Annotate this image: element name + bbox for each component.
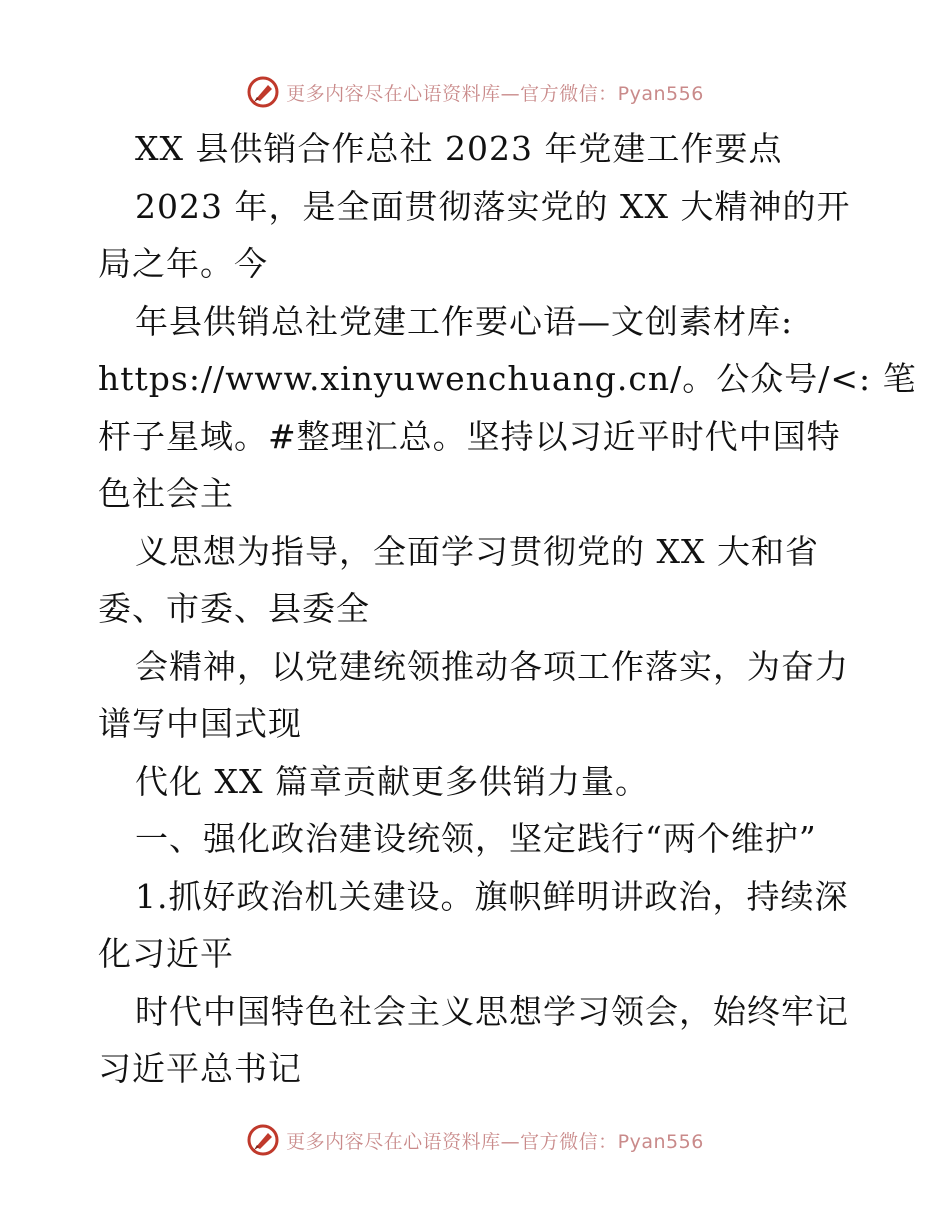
paragraph-line: 局之年。今 [98,244,268,283]
footer-banner-text: 更多内容尽在心语资料库—官方微信：Pyan556 [286,1130,704,1153]
pen-nib-logo-icon [246,75,280,109]
paragraph-line: 义思想为指导，全面学习贯彻党的 XX 大和省 [135,531,819,571]
paragraph-line: 杆子星域。#整理汇总。坚持以习近平时代中国特 [98,416,841,456]
paragraph-line: 色社会主 [98,474,234,513]
header-watermark-banner [0,72,950,112]
document-body [98,120,917,1098]
section-heading: 一、强化政治建设统领，坚定践行“两个维护” [135,819,817,858]
header-banner-text: 更多内容尽在心语资料库—官方微信：Pyan556 [286,82,704,105]
paragraph-line: 委、市委、县委全 [98,589,370,628]
paragraph-line: 谱写中国式现 [98,704,302,743]
paragraph-line: 习近平总书记 [98,1049,302,1088]
paragraph-line: 1.抓好政治机关建设。旗帜鲜明讲政治，持续深 [135,876,849,916]
paragraph-line: 代化 XX 篇章贡献更多供销力量。 [135,761,649,801]
paragraph-line: 2023 年，是全面贯彻落实党的 XX 大精神的开 [135,186,851,226]
paragraph-line: 会精神，以党建统领推动各项工作落实，为奋力 [135,646,849,686]
paragraph-line: https://www.xinyuwenchuang.cn/。公众号/<: 笔 [98,359,917,398]
paragraph-line: 时代中国特色社会主义思想学习领会，始终牢记 [135,991,849,1031]
document-title: XX 县供销合作总社 2023 年党建工作要点 [135,129,783,168]
pen-nib-logo-icon [246,1123,280,1157]
paragraph-line: 化习近平 [98,934,234,973]
footer-watermark-banner [0,1120,950,1160]
paragraph-line: 年县供销总社党建工作要心语—文创素材库: [135,301,794,341]
